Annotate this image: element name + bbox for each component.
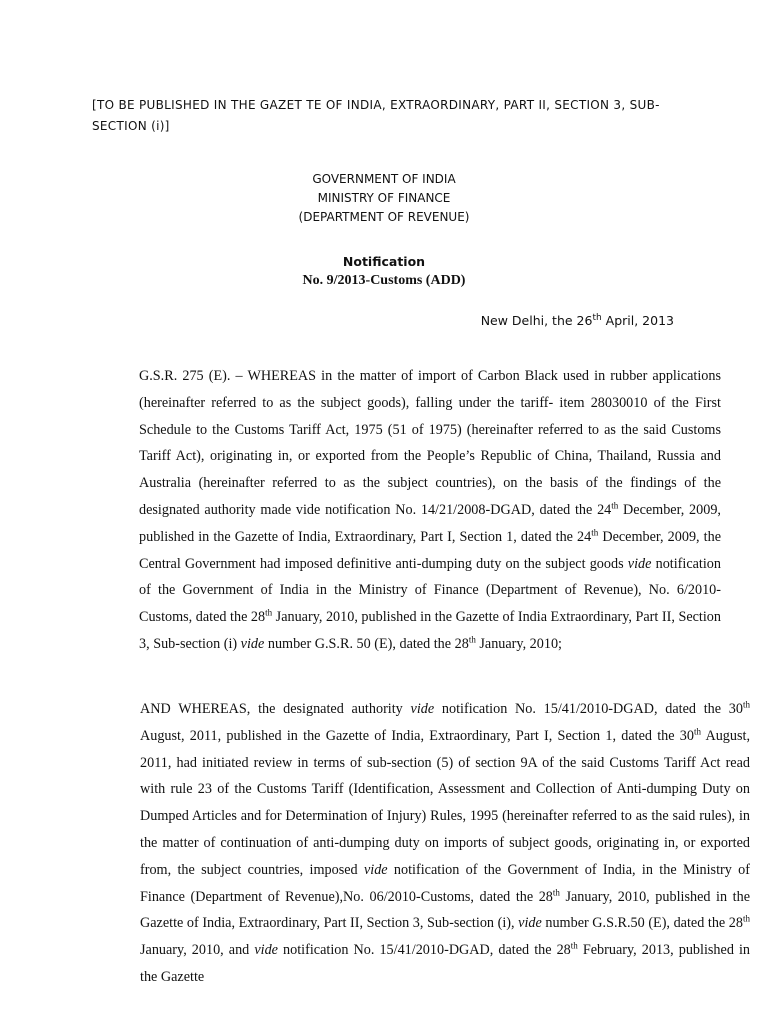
date-ordinal: th — [592, 312, 602, 323]
ministry-line: MINISTRY OF FINANCE — [317, 191, 451, 205]
ordinal: th — [743, 699, 751, 710]
text-run: January, 2010; — [475, 635, 562, 652]
ordinal: th — [591, 527, 599, 538]
date-suffix: April, 2013 — [601, 313, 674, 328]
ordinal: th — [743, 913, 751, 924]
text-run: December, 2009, published in the Gazette of India, Extraordinary, Part I, Section 1, dated the 24 — [139, 501, 721, 545]
text-run: August, 2011, had initiated review in terms of sub-section (5) of section 9A of the said Customs Tariff Act read with rule 23 of the Customs Tariff (Identification, Assessment and Collection of Anti-dumping Duty on Dumped Articles and for Determination of Injury) Rules, 1995 (hereinafter referred to as the said rules), in the matter of continuation of anti-dumping duty on imports of subject goods, originating in, or exported from, the subject countries, imposed — [140, 727, 750, 878]
text-run: January, 2010, published in the Gazette of India, Extraordinary, Part II, Section 3, Sub-section (i), — [140, 888, 750, 932]
text-run: AND WHEREAS, the designated authority — [140, 701, 411, 717]
italic-vide: vide — [363, 861, 388, 878]
text-run: notification of the Government of India in the Ministry of Finance (Department of Revenue), No. 6/2010-Customs, dated the 28 — [139, 555, 721, 626]
ordinal: th — [570, 940, 578, 951]
publication-header-note: [TO BE PUBLISHED IN THE GAZET TE OF INDIA, EXTRAORDINARY, PART II, SECTION 3, SUB-SECTION (i)] — [92, 98, 660, 133]
italic-vide: vide — [410, 701, 435, 717]
text-run: G.S.R. 275 (E). – WHEREAS in the matter of import of Carbon Black used in rubber applications (hereinafter referred to as the subject goods), falling under the tariff- item 28030010 of the First Schedule to the Customs Tariff Act, 1975 (51 of 1975) (hereinafter referred to as the said Customs Tariff Act), originating in, or exported from the People’s Republic of China, Thailand, Russia and Australia (hereinafter referred to as the subject countries), on the basis of the findings of the designated authority made vide notification No. 14/21/2008-DGAD, dated the 24 — [139, 368, 721, 518]
text-run: notification No. 15/41/2010-DGAD, dated the 28 — [277, 942, 571, 959]
notification-number: No. 9/2013-Customs (ADD) — [302, 273, 466, 288]
italic-vide: vide — [254, 942, 278, 959]
italic-vide: vide — [627, 555, 652, 572]
government-line: GOVERNMENT OF INDIA — [312, 172, 456, 186]
text-run: December, 2009, the Central Government had imposed definitive anti-dumping duty on the subject goods — [139, 528, 721, 572]
text-run: January, 2010, and — [140, 942, 255, 959]
paragraph-and-whereas — [84, 696, 750, 991]
place-and-date — [481, 313, 674, 328]
text-run: number G.S.R.50 (E), dated the 28 — [541, 915, 743, 932]
department-line: (DEPARTMENT OF REVENUE) — [298, 210, 470, 224]
ordinal: th — [552, 886, 560, 897]
italic-vide: vide — [518, 915, 542, 932]
notification-title: Notification — [342, 254, 426, 269]
italic-vide: vide — [240, 635, 265, 652]
ordinal: th — [611, 500, 619, 511]
text-run: January, 2010, published in the Gazette of India Extraordinary, Part II, Section 3, Sub-section (i) — [139, 609, 721, 652]
text-run: notification of the Government of India, in the Ministry of Finance (Department of Revenue),No. 06/2010-Customs, dated the 28 — [140, 861, 750, 905]
text-run: February, 2013, published in the Gazette — [140, 942, 751, 985]
paragraph-whereas — [93, 363, 721, 658]
date-prefix: New Delhi, the 26 — [480, 313, 593, 328]
text-run: notification No. 15/41/2010-DGAD, dated the 30 — [434, 701, 743, 717]
text-run: August, 2011, published in the Gazette of India, Extraordinary, Part I, Section 1, dated the 30 — [140, 727, 694, 744]
text-run: number G.S.R. 50 (E), dated the 28 — [264, 635, 469, 652]
ordinal: th — [265, 607, 273, 618]
issuing-authority-block — [0, 170, 768, 227]
ordinal: th — [468, 634, 476, 645]
ordinal: th — [693, 726, 701, 737]
